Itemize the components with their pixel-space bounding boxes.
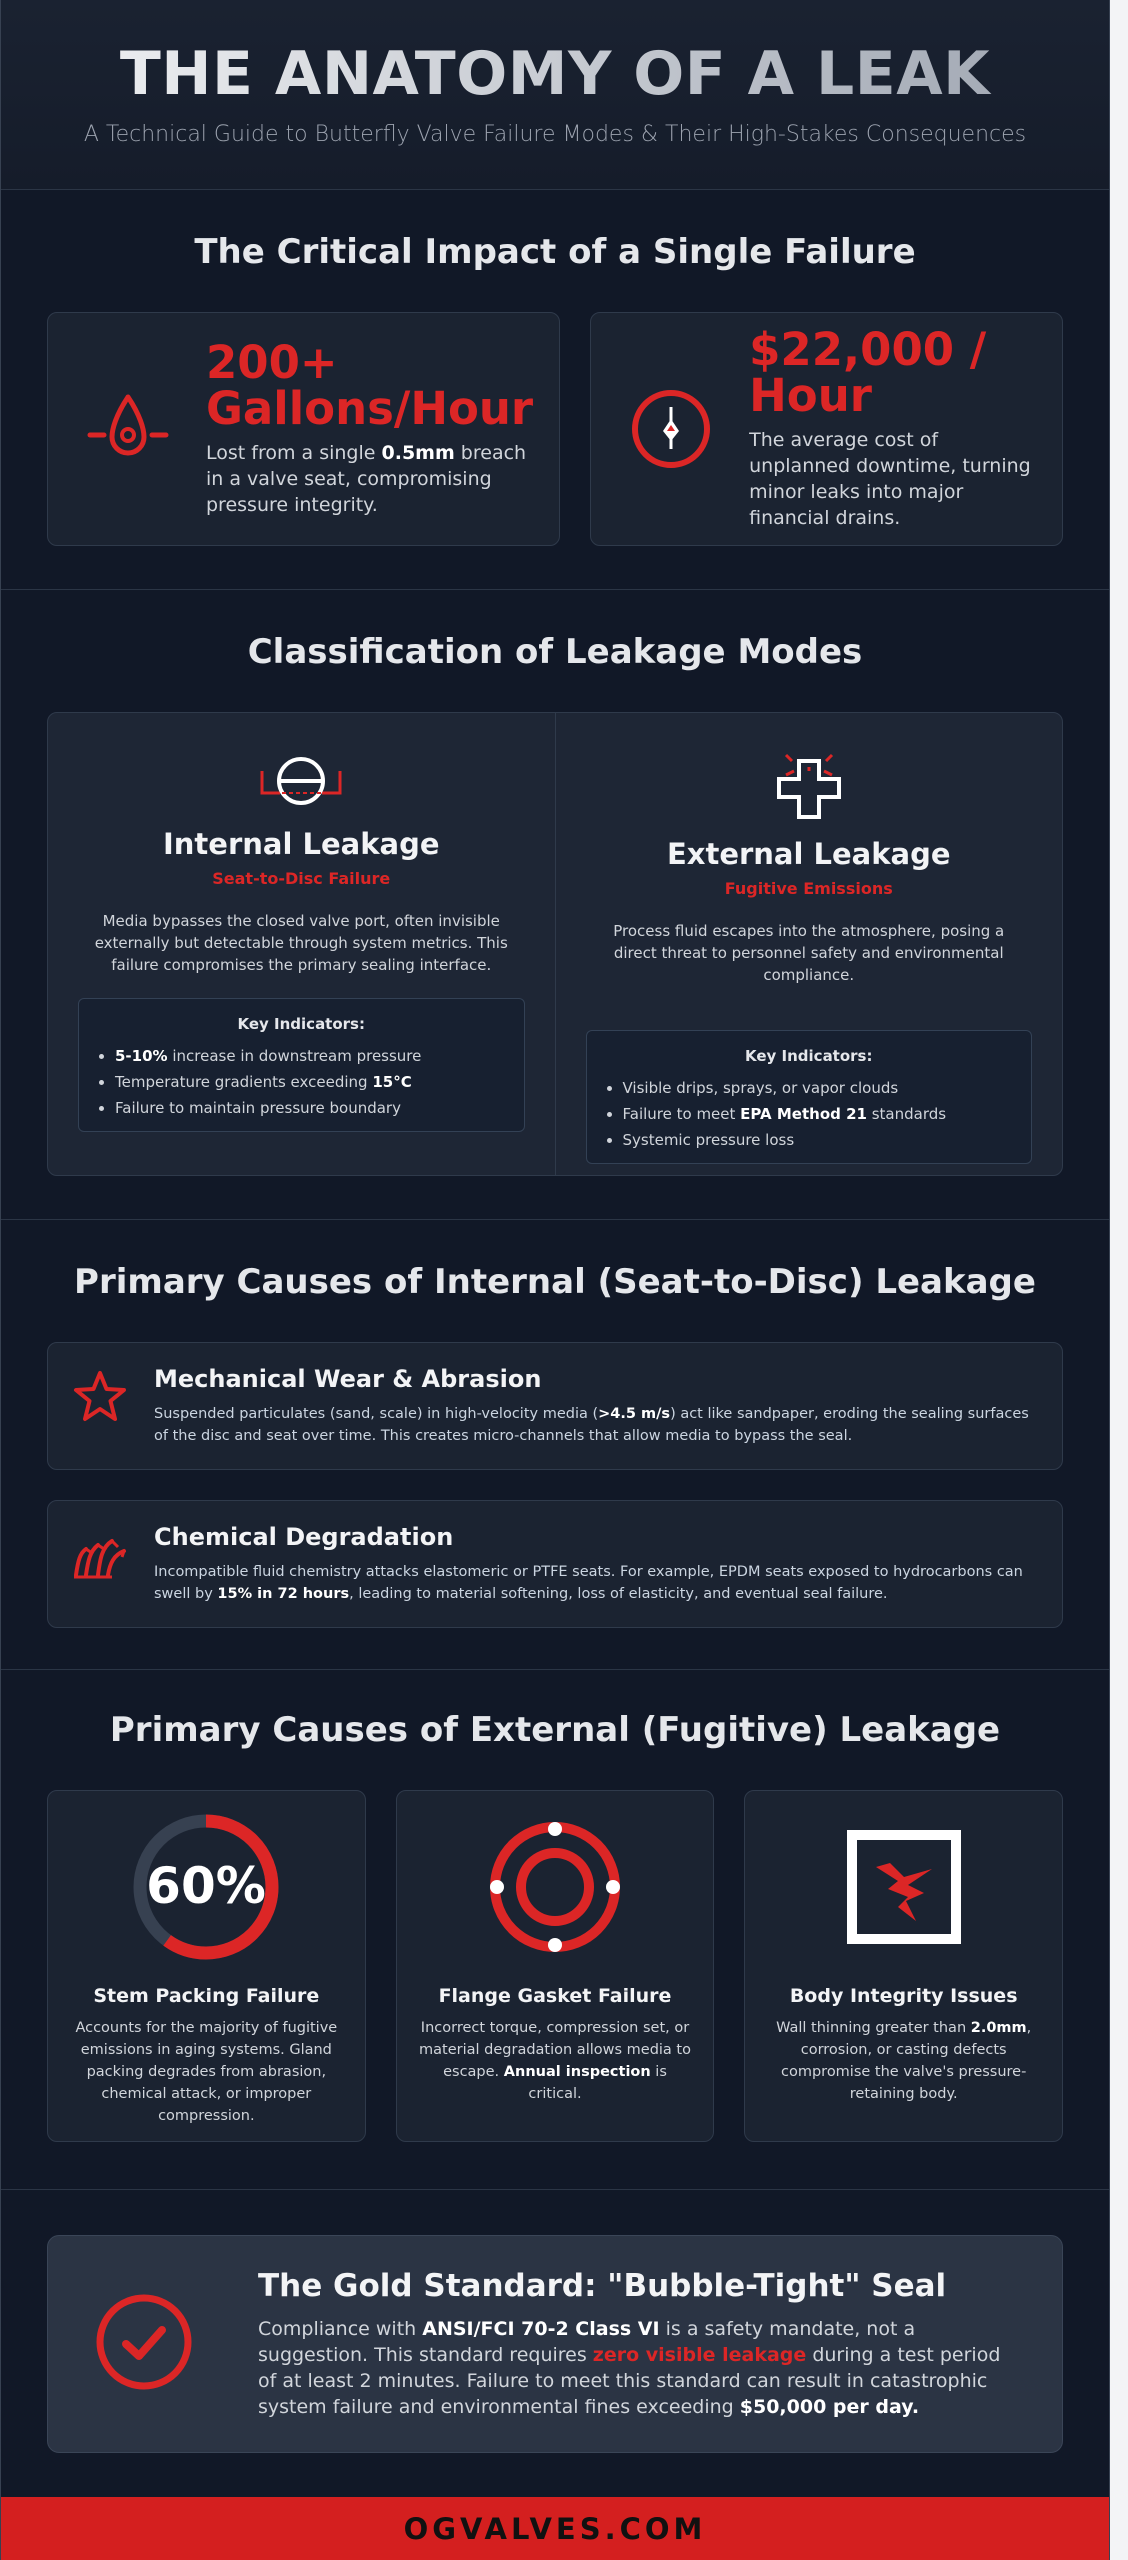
external-leakage-column (555, 713, 1063, 1175)
ext-card-description: Incorrect torque, compression set, or material degradation allows media to escape. Annual inspection is critical. (419, 2020, 691, 2102)
gold-standard-card (47, 2235, 1063, 2453)
impact-gallons-value: 200+ Gallons/Hour (206, 336, 534, 435)
hero-header (1, 0, 1109, 190)
internal-leakage-column (48, 713, 555, 1175)
list-item: • Failure to meet EPA Method 21 standards (623, 1101, 1018, 1127)
ext-card-title: Stem Packing Failure (93, 1985, 320, 2007)
classification-panel (47, 712, 1063, 1176)
ext-card-stem-packing (47, 1790, 366, 2142)
gold-standard-title: The Gold Standard: "Bubble-Tight" Seal (258, 2268, 947, 2304)
ext-card-flange-gasket (396, 1790, 715, 2142)
key-indicators-label: Key Indicators: (745, 1047, 873, 1065)
internal-key-indicators (78, 998, 525, 1132)
impact-gallons-desc: Lost from a single 0.5mm breach in a valve seat, compromising pressure integrity. (206, 442, 527, 516)
impact-card-gallons (47, 312, 560, 546)
footer-brand[interactable]: OGVALVES.COM (403, 2511, 707, 2546)
external-leakage-subtitle: Fugitive Emissions (724, 879, 893, 898)
cause-card-mechanical-wear (47, 1342, 1063, 1470)
impact-title: The Critical Impact of a Single Failure (194, 232, 916, 272)
impact-section (1, 190, 1109, 590)
page-subtitle: A Technical Guide to Butterfly Valve Failure Modes & Their High-Stakes Consequences (83, 122, 1027, 147)
impact-card-cost (590, 312, 1063, 546)
gauge-value: 60% (146, 1857, 267, 1915)
ext-card-title: Flange Gasket Failure (438, 1985, 672, 2007)
cause-title: Mechanical Wear & Abrasion (154, 1365, 542, 1393)
list-item: • Failure to maintain pressure boundary (115, 1095, 510, 1121)
chemical-icon (72, 1523, 128, 1587)
check-circle-icon (94, 2292, 204, 2396)
ext-card-description: Wall thinning greater than 2.0mm, corrosion, or casting defects compromise the valve's pressure-retaining body. (776, 2020, 1032, 2102)
external-causes-title: Primary Causes of External (Fugitive) Leakage (109, 1710, 1001, 1750)
ext-card-body-integrity (744, 1790, 1063, 2142)
classification-section (1, 590, 1109, 1220)
footer-bar (1, 2497, 1109, 2560)
internal-causes-title: Primary Causes of Internal (Seat-to-Disc) Leakage (74, 1262, 1036, 1302)
internal-causes-section (1, 1220, 1109, 1670)
gold-standard-body: Compliance with ANSI/FCI 70-2 Class VI is a safety mandate, not a suggestion. This standard requires zero visible leakage during a test period of at least 2 minutes. Failure to meet this standard can result in catastrophic system failure and environmental fines exceeding $50,000 per day. (258, 2318, 1001, 2418)
key-indicators-label: Key Indicators: (237, 1015, 365, 1033)
gold-standard-section (1, 2190, 1109, 2500)
ext-card-description: Accounts for the majority of fugitive emissions in aging systems. Gland packing degrades from abrasion, chemical attack, or improper compression. (75, 2020, 338, 2124)
body-crack-icon (765, 1811, 1042, 1963)
cause-description: Incompatible fluid chemistry attacks elastomeric or PTFE seats. For example, EPDM seats exposed to hydrocarbons can swell by 15% in 72 hours, leading to material softening, loss of elasticity, and eventual seal failure. (154, 1564, 1023, 1602)
impact-cost-desc: The average cost of unplanned downtime, turning minor leaks into major financial drains. (749, 429, 1031, 529)
cause-description: Suspended particulates (sand, scale) in high-velocity media (>4.5 m/s) act like sandpaper, eroding the sealing surfaces of the disc and seat over time. This creates micro-channels that allow media to bypass the seal. (154, 1406, 1029, 1444)
internal-leakage-subtitle: Seat-to-Disc Failure (212, 869, 391, 888)
leak-spray-icon (586, 753, 1033, 823)
classification-title: Classification of Leakage Modes (247, 632, 863, 672)
internal-leakage-body: Media bypasses the closed valve port, often invisible externally but detectable through system metrics. This failure compromises the primary sealing interface. (94, 912, 508, 974)
star-wear-icon (72, 1365, 128, 1429)
ext-card-title: Body Integrity Issues (789, 1985, 1018, 2007)
list-item: • Temperature gradients exceeding 15°C (115, 1069, 510, 1095)
stem-packing-gauge (68, 1811, 345, 1963)
gauge-icon (621, 387, 721, 471)
internal-leakage-title: Internal Leakage (162, 827, 440, 861)
cause-title: Chemical Degradation (154, 1523, 454, 1551)
external-leakage-body: Process fluid escapes into the atmosphere, posing a direct threat to personnel safety and environmental compliance. (613, 922, 1005, 984)
external-causes-section (1, 1670, 1109, 2190)
external-key-indicators (586, 1030, 1033, 1164)
valve-drop-icon (78, 387, 178, 471)
page-title: THE ANATOMY OF A LEAK (1, 38, 1109, 110)
impact-cost-value: $22,000 / Hour (749, 323, 987, 422)
internal-valve-icon (78, 753, 525, 813)
cause-card-chemical-degradation (47, 1500, 1063, 1628)
flange-gasket-icon (417, 1811, 694, 1963)
list-item: • Visible drips, sprays, or vapor clouds (623, 1075, 1018, 1101)
external-leakage-title: External Leakage (666, 837, 951, 871)
list-item: • 5-10% increase in downstream pressure (115, 1043, 510, 1069)
list-item: • Systemic pressure loss (623, 1127, 1018, 1153)
